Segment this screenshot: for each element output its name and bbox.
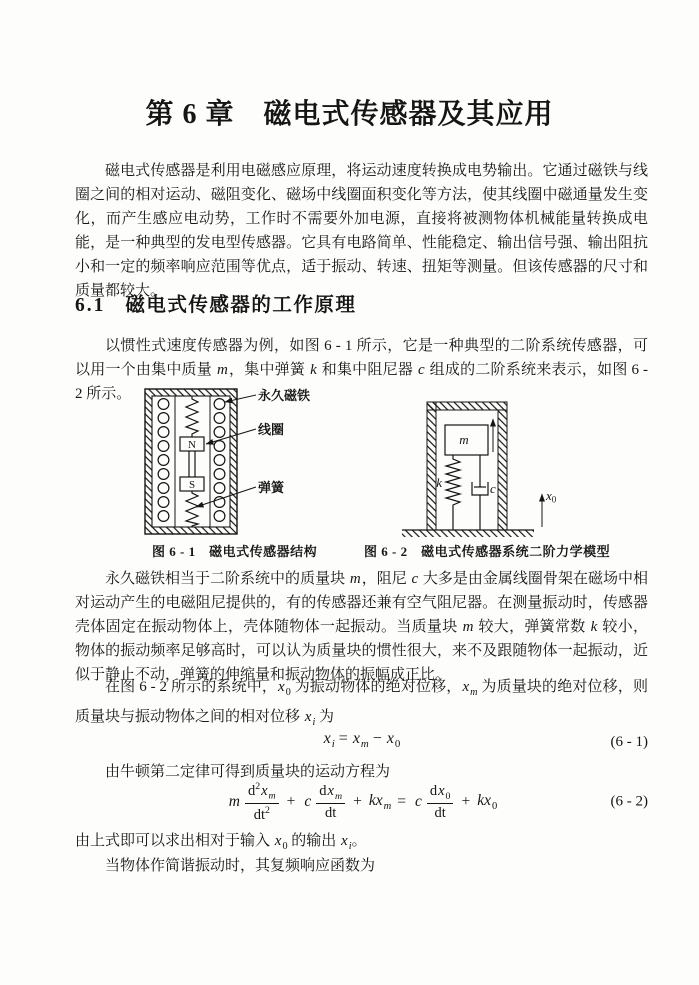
section-heading xyxy=(75,289,356,317)
paragraph-5: 由牛顿第二定律可得到质量块的运动方程为 xyxy=(105,764,391,780)
eq2-damping-coefficient-1: c xyxy=(304,793,312,810)
figure-sensor-structure xyxy=(143,387,341,539)
paragraph-7: 当物体作简谐振动时，其复频响应函数为 xyxy=(105,858,376,874)
paragraph-4: 在图 6 - 2 所示的系统中，$x_0$ 为振动物体的绝对位移，$x_m$ 为质量块的绝对位移，则质量块与振动物体之间的相对位移 $x_i$ 为 xyxy=(75,679,648,728)
equation-6-1-body: $x_i = x_m - x_0$ xyxy=(323,730,401,751)
eq2-spring-term-lhs: $kx_m$ xyxy=(368,791,392,813)
figure-6-2-caption: 图 6 - 2 磁电式传感器系统二阶力学模型 xyxy=(364,544,611,559)
intro-paragraph: 磁电式传感器是利用电磁感应原理，将运动速度转换成电势输出。它通过磁铁与线圈之间的相对运动、磁阻变化、磁场中线圈面积变化等方法，使其线圈中磁通量发生变化，而产生感应电动势，工作时不需要外加电源，直接将被测物体机械能量转换成电能，是一种典型的发电型传感器。它具有电路简单、性能稳定、输出信号强、输出阻抗小和一定的频率响应范围等优点，适于振动、转速、扭矩等测量。但该传感器的尺寸和质量都较大。 xyxy=(75,163,648,299)
ground xyxy=(402,530,534,537)
section-number: 6.1 xyxy=(75,295,106,316)
chapter-title: 第 6 章 磁电式传感器及其应用 xyxy=(145,99,554,130)
eq2-plus-2: + xyxy=(353,793,362,810)
damper-label: c xyxy=(490,481,496,496)
paragraph-2: 以惯性式速度传感器为例，如图 6 - 1 所示，它是一种典型的二阶系统传感器，可以用一个由集中质量 m，集中弹簧 k 和集中阻尼器 c 组成的二阶系统来表示，如图 6 - 2 所示。 xyxy=(75,338,648,402)
coil-label: 线圈 xyxy=(258,422,285,437)
equation-6-1 xyxy=(75,727,648,756)
eq2-spring-term-rhs: $kx_0$ xyxy=(477,791,498,813)
eq2-fraction-3 xyxy=(427,783,454,821)
figure-mechanical-model xyxy=(398,392,568,540)
equation-6-2-number: (6 - 2) xyxy=(610,793,648,810)
eq2-frac1-numerator: $d^2x_m$ xyxy=(245,781,279,804)
eq2-fraction-2 xyxy=(316,783,345,821)
permanent-magnet-label: 永久磁铁 xyxy=(258,388,311,403)
eq2-frac3-numerator: $dx_0$ xyxy=(427,783,454,804)
section-title: 磁电式传感器的工作原理 xyxy=(125,295,357,316)
paragraph-3: 永久磁铁相当于二阶系统中的质量块 m，阻尼 c 大多是由金属线圈骨架在磁场中相对运动产生的电磁阻尼提供的，有的传感器还兼有空气阻尼器。在测量振动时，传感器壳体固定在振动物体上，壳体随物体一起振动。当质量块 m 较大，弹簧常数 k 较小，物体的振动频率足够高时，可以认为质量块的惯性很大，来不及跟随物体一起振动，近似于静止不动，弹簧的伸缩量和振动物体的振幅成正比。 xyxy=(75,571,648,683)
model-frame xyxy=(427,402,507,530)
eq2-frac3-denominator: dt xyxy=(434,804,446,821)
displacement-label: x0 xyxy=(546,488,557,505)
magnet-pole-n: N xyxy=(188,439,196,451)
eq2-plus-3: + xyxy=(461,793,471,810)
eq2-frac1-denominator: $dt^2$ xyxy=(253,804,270,823)
eq2-damping-coefficient-2: c xyxy=(414,793,422,810)
mass-label: m xyxy=(459,432,469,447)
eq2-fraction-1 xyxy=(245,781,279,823)
paragraph-6: 由上式即可以求出相对于输入 $x_0$ 的输出 $x_i$。 xyxy=(75,833,367,852)
figure-6-1-caption: 图 6 - 1 磁电式传感器结构 xyxy=(152,544,318,559)
eq2-frac2-denominator: dt xyxy=(325,804,337,821)
magnet-pole-s: S xyxy=(188,479,196,491)
eq2-plus-1: + xyxy=(286,793,296,810)
equation-6-2 xyxy=(75,782,648,822)
spring-constant-label: k xyxy=(436,475,442,490)
spring-element xyxy=(446,455,460,530)
spring-label: 弹簧 xyxy=(258,480,285,495)
damper-element xyxy=(472,455,488,530)
eq2-frac2-numerator: $dx_m$ xyxy=(316,783,345,804)
eq2-mass-coefficient: m xyxy=(228,793,240,810)
equation-6-1-number: (6 - 1) xyxy=(610,733,648,750)
eq2-equals: = xyxy=(397,793,406,810)
